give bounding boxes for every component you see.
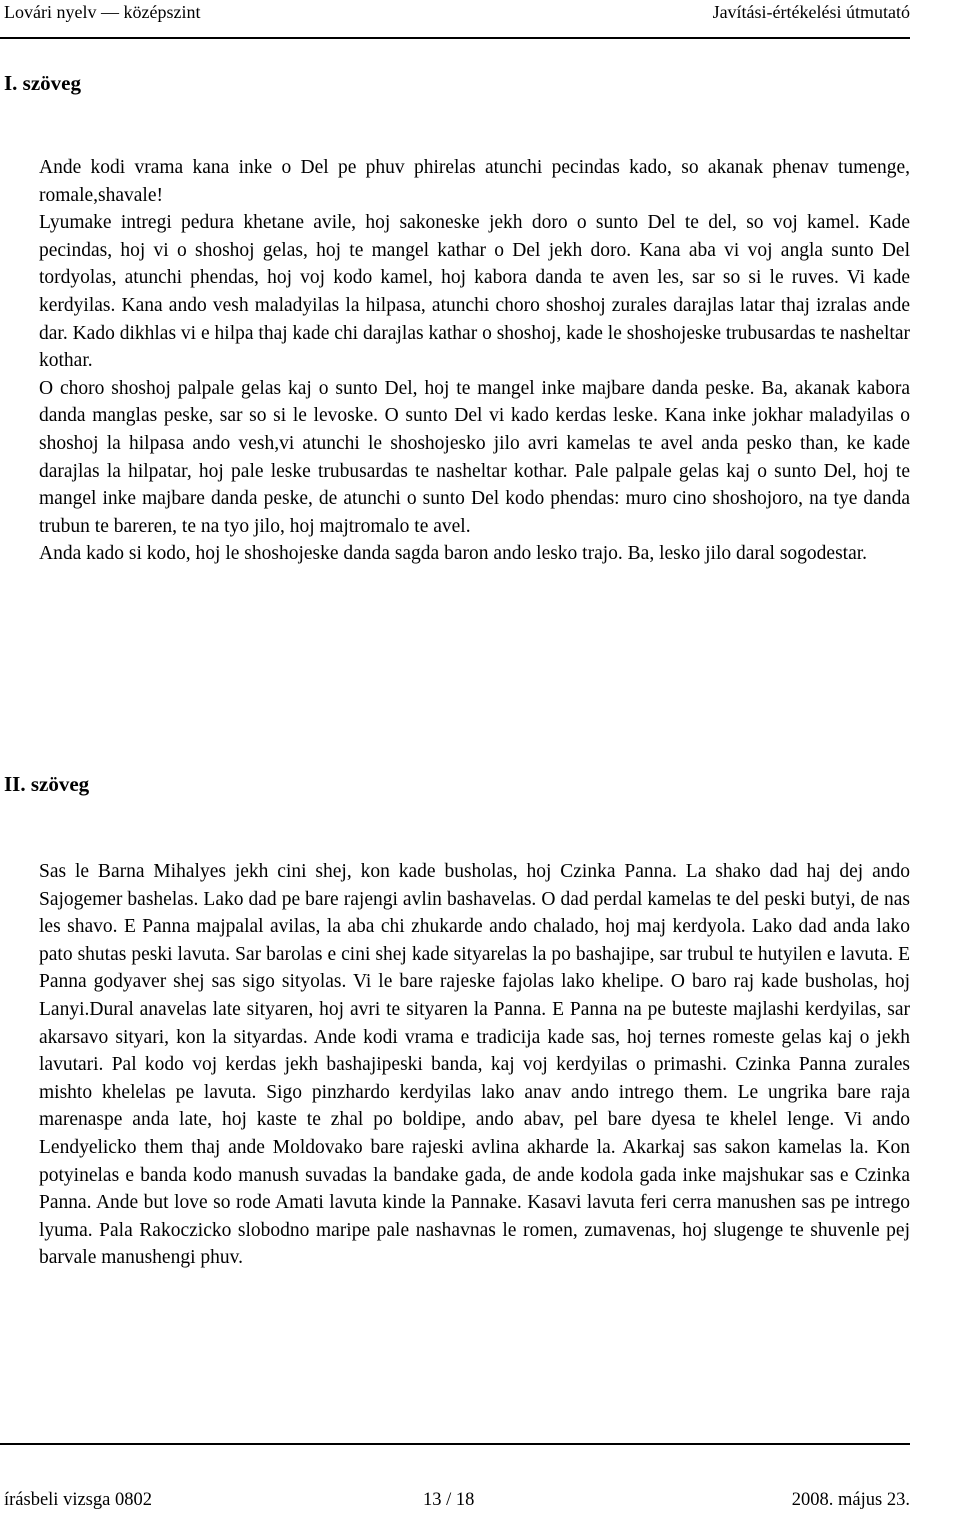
section-title-2: II. szöveg bbox=[4, 772, 90, 796]
paragraph: Ande kodi vrama kana inke o Del pe phuv phirelas atunchi pecindas kado, so akanak phenav tumenge, romale,shavale! bbox=[39, 157, 910, 206]
footer-rule bbox=[0, 1443, 910, 1445]
paragraph: O choro shoshoj palpale gelas kaj o sunto Del, hoj te mangel inke majbare danda peske. Ba, akanak kabora danda manglas peske, sar so si le levoske. O sunto Del vi kado kerdas leske. Kana inke jokhar maladyilas o shoshoj la hilpasa ando vesh,vi atunchi le shoshojesko jilo avri kamelas te avel anda pesko than, ke kade darajlas la hilpatar, hoj pale leske trubusardas te nasheltar kothar. Pale palpale gelas kaj o sunto Del, hoj te mangel inke majbare danda peske, de atunchi o sunto Del kodo phendas: muro cino shoshojoro, na tye danda trubun te bareren, te na tyo jilo, hoj majtromalo te avel. bbox=[39, 377, 910, 537]
section-body-2 bbox=[39, 858, 910, 1272]
page-header bbox=[0, 0, 960, 40]
paragraph: Anda kado si kodo, hoj le shoshojeske danda sagda baron ando lesko trajo. Ba, lesko jilo daral sogodestar. bbox=[39, 543, 868, 565]
footer-date: 2008. május 23. bbox=[791, 1490, 910, 1510]
footer-exam-code: írásbeli vizsga 0802 bbox=[4, 1490, 152, 1510]
paragraph: Sas le Barna Mihalyes jekh cini shej, kon kade busholas, hoj Czinka Panna. La shako dad haj dej ando Sajogemer bashelas. Lako dad pe bare rajengi avlin bashavelas. O dad perdal kamelas te del peski butyi, de nas les shavo. E Panna majpalal avilas, la aba chi zhukarde ando chalado, hoj maj kerdyola. Lako dad anda lako pato shutas peski lavuta. Sar barolas e cini shej kade sityarelas la po bashajipe, sar trubul te hutyilen e lavuta. E Panna godyaver shej sas sigo sityolas. Vi le bare rajeske fajolas lako khelipe. O baro raj kade busholas, hoj Lanyi.Dural anavelas late sityaren, hoj avri te sityaren la Panna. E Panna na pe buteste majlashi kerdyilas, sar akarsavo sityari, kon la sityardas. Ande kodi vrama e tradicija kade sas, hoj ternes romeste gelas kaj o jekh lavutari. Pal kodo voj kerdas jekh bashajipeski banda, kaj voj kerdyilas o primashi. Czinka Panna zurales mishto khelelas pe lavuta. Sigo pinzhardo kerdyilas lako anav ando intrego them. Le ungrika bare raja marenaspe anda late, hoj kaste te zhal po boldipe, ando abav, pel bare dyesa te khelel lenge. Vi ando Lendyelicko them thaj ande Moldovako bare rajeski avlina akharde la. Akarkaj sas sakon kamelas la. Kon potyinelas e banda kodo manush suvadas la bandake gada, de ande kodola gada inke majshukar sas e Czinka Panna. Ande but love so rode Amati lavuta kinde la Pannake. Kasavi lavuta feri cerra manushen sas pe intrego lyuma. Pala Rakoczicko slobodno maripe pale nashavnas le romen, zumavenas, hoj slugenge te shuvenle pej barvale manushengi phuv. bbox=[39, 861, 910, 1269]
paragraph: Lyumake intregi pedura khetane avile, hoj sakoneske jekh doro o sunto Del te del, so voj kamel. Kade pecindas, hoj vi o shoshoj gelas, hoj te mangel kathar o Del jekh doro. Kana aba vi voj angla sunto Del tordyolas, atunchi phendas, hoj voj kodo kamel, hoj kabora danda te aven les, sar so si le ruves. Vi kade kerdyilas. Kana ando vesh maladyilas la hilpasa, atunchi choro shoshoj zurales darajlas latar thaj izralas ande dar. Kado dikhlas vi e hilpa thaj kade chi darajlas kathar o shoshoj, kade le shoshojeske trubusardas te nasheltar kothar. bbox=[39, 212, 910, 372]
section-body-1 bbox=[39, 154, 910, 568]
section-title-1: I. szöveg bbox=[4, 71, 81, 95]
header-doc-type: Javítási-értékelési útmutató bbox=[712, 2, 910, 22]
header-rule bbox=[0, 37, 910, 39]
page-number: 13 / 18 bbox=[423, 1490, 475, 1510]
header-subject: Lovári nyelv — középszint bbox=[4, 2, 201, 22]
